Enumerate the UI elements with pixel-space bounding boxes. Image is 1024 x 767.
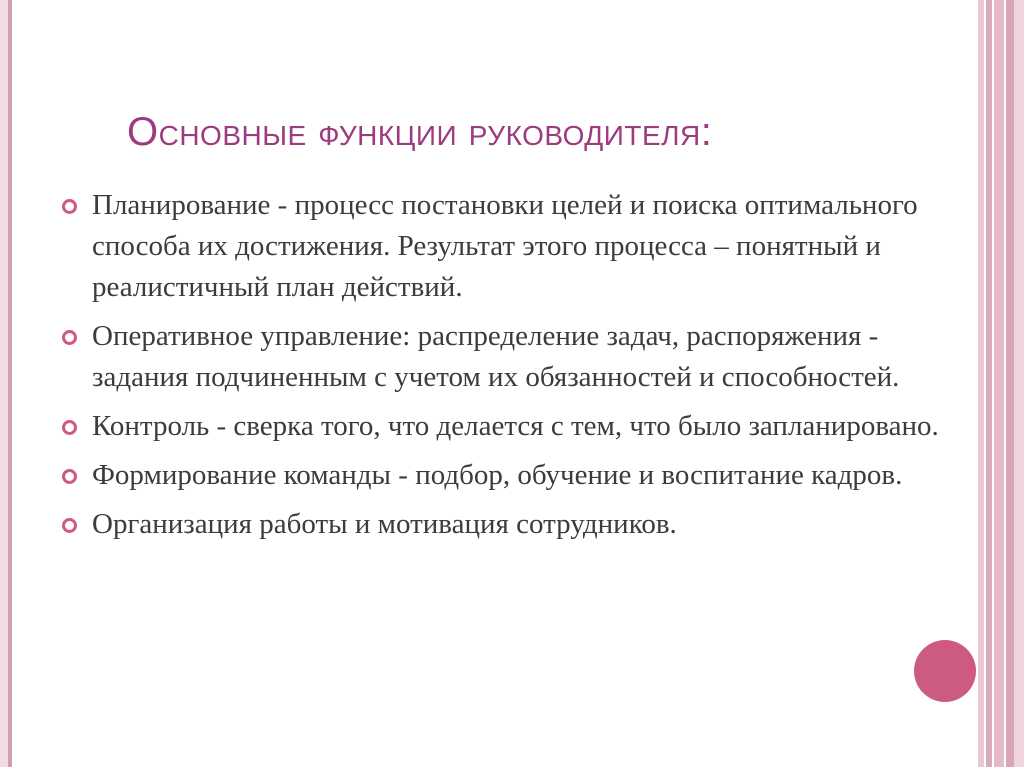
bullet-ring-icon xyxy=(62,199,77,214)
accent-circle-decoration xyxy=(914,640,976,702)
bullet-item xyxy=(62,185,942,308)
bullet-ring-icon xyxy=(62,420,77,435)
stripe xyxy=(994,0,1004,767)
bullet-item xyxy=(62,455,942,496)
left-border-line xyxy=(8,0,12,767)
stripe xyxy=(1006,0,1014,767)
bullet-ring-icon xyxy=(62,518,77,533)
bullet-text: Контроль - сверка того, что делается с тем, что было запланировано. xyxy=(92,410,939,442)
bullet-item xyxy=(62,504,942,545)
bullet-text: Оперативное управление: распределение задач, распоряжения - задания подчиненным с учетом их обязанностей и способностей. xyxy=(92,320,900,393)
bullet-list xyxy=(62,185,942,553)
bullet-item xyxy=(62,406,942,447)
stripe xyxy=(1014,0,1024,767)
right-stripes-decoration xyxy=(978,0,1024,767)
bullet-text: Организация работы и мотивация сотрудников. xyxy=(92,508,677,540)
bullet-text: Формирование команды - подбор, обучение и воспитание кадров. xyxy=(92,459,903,491)
bullet-item xyxy=(62,316,942,398)
slide-title: Основные функции руководителя: xyxy=(127,110,713,154)
bullet-ring-icon xyxy=(62,330,77,345)
bullet-ring-icon xyxy=(62,469,77,484)
bullet-text: Планирование - процесс постановки целей и поиска оптимального способа их достижения. Результат этого процесса – понятный и реалистичный план действий. xyxy=(92,189,918,303)
